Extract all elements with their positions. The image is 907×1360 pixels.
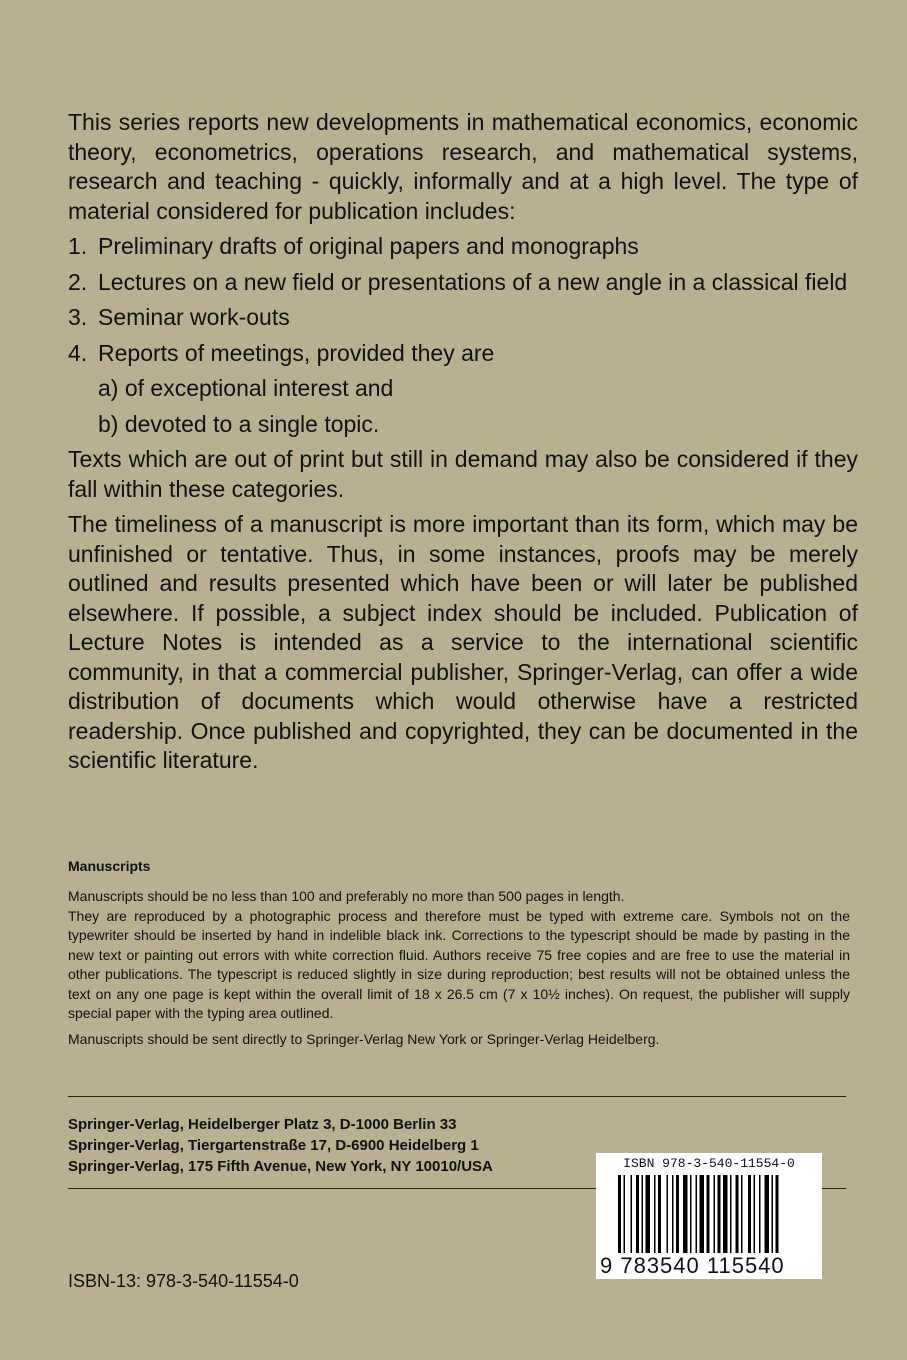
list-item: 2. Lectures on a new field or presentations of a new angle in a classical field [68, 268, 848, 295]
barcode-bar [667, 1175, 669, 1253]
out-of-print-paragraph: Texts which are out of print but still in demand may also be considered if they fall within these categories. [68, 446, 858, 502]
manuscripts-heading: Manuscripts [68, 858, 151, 874]
timeliness-paragraph: The timeliness of a manuscript is more important than its form, which may be unfinished or tentative. Thus, in some instances, proofs may be merely outlined and results presented which have been or will later be published elsewhere. If possible, a subject index should be included. Publication of Lecture Notes is intended as a service to the international scientific community, in that a commercial publisher, Springer-Verlag, can offer a wide distribution of documents which would otherwise have a restricted readership. Once published and copyrighted, they can be documented in the scientific literature. [68, 511, 858, 773]
manuscripts-body [68, 887, 850, 1055]
list-item: 1. Preliminary drafts of original papers and monographs [68, 233, 639, 259]
address-heidelberg: Springer-Verlag, Tiergartenstraße 17, D-6900 Heidelberg 1 [68, 1137, 479, 1154]
barcode-bar [683, 1175, 688, 1253]
barcode-bar [700, 1175, 705, 1253]
barcode-bar [672, 1175, 674, 1253]
barcode-bar [624, 1175, 626, 1253]
divider-top [68, 1096, 846, 1097]
series-description [68, 108, 858, 782]
barcode-bar [754, 1175, 756, 1253]
barcode-bar [658, 1175, 661, 1253]
barcode-bar [730, 1175, 732, 1253]
barcode-bar [696, 1175, 698, 1253]
barcode-bar [714, 1175, 716, 1253]
barcode-bar [765, 1175, 770, 1253]
barcode-bar [646, 1175, 651, 1253]
manuscripts-submission: Manuscripts should be sent directly to Springer-Verlag New York or Springer-Verlag Heidelberg. [68, 1030, 660, 1047]
address-new-york: Springer-Verlag, 175 Fifth Avenue, New York, NY 10010/USA [68, 1158, 493, 1175]
barcode-digits: 9 783540 115540 [600, 1253, 785, 1278]
sub-list-item: b) devoted to a single topic. [98, 410, 380, 437]
barcode-bar [676, 1175, 679, 1253]
barcode-bars [618, 1175, 802, 1253]
barcode-bar [772, 1175, 774, 1253]
barcode-bar [736, 1175, 739, 1253]
sub-list [98, 374, 858, 439]
isbn-13: ISBN-13: 978-3-540-11554-0 [68, 1271, 299, 1291]
barcode-bar [690, 1175, 692, 1253]
isbn-barcode [596, 1153, 822, 1279]
manuscripts-length: Manuscripts should be no less than 100 and preferably no more than 500 pages in length. [68, 888, 625, 904]
list-item: 3. Seminar work-outs [68, 304, 290, 330]
address-berlin: Springer-Verlag, Heidelberger Platz 3, D-1000 Berlin 33 [68, 1116, 457, 1133]
barcode-bar [759, 1175, 761, 1253]
publisher-addresses [68, 1114, 493, 1177]
barcode-bar [636, 1175, 639, 1253]
sub-list-item: a) of exceptional interest and [98, 375, 394, 401]
barcode-bar [741, 1175, 743, 1253]
intro-paragraph: This series reports new developments in mathematical economics, economic theory, econometrics, operations research, and mathematical systems, research and teaching - quickly, informally and at a high level. The type of material considered for publication includes: [68, 109, 858, 224]
barcode-bar [723, 1175, 728, 1253]
barcode-bar [654, 1175, 656, 1253]
barcode-bar [642, 1175, 644, 1253]
barcode-bar [748, 1175, 751, 1253]
barcode-bar [707, 1175, 710, 1253]
manuscripts-instructions: They are reproduced by a photographic process and therefore must be typed with extreme care. Symbols not on the typewriter should be inserted by hand in indelible black ink. Corrections to the typescript should be made by pasting in the new text or painting out errors with white correction fluid. Authors receive 75 free copies and are free to use the material in other publications. The typescript is reduced slightly in size during reproduction; best results will not be obtained unless the text on any one page is kept within the overall limit of 18 x 26.5 cm (7 x 10½ inches). On request, the publisher will supply special paper with the typing area outlined. [68, 907, 850, 1021]
barcode-isbn-label: ISBN 978-3-540-11554-0 [623, 1156, 795, 1171]
barcode-bar [718, 1175, 721, 1253]
barcode-bar [631, 1175, 633, 1253]
barcode-bar [776, 1175, 779, 1253]
barcode-bar [618, 1175, 621, 1253]
material-list [68, 232, 858, 368]
list-item: 4. Reports of meetings, provided they are [68, 339, 495, 366]
